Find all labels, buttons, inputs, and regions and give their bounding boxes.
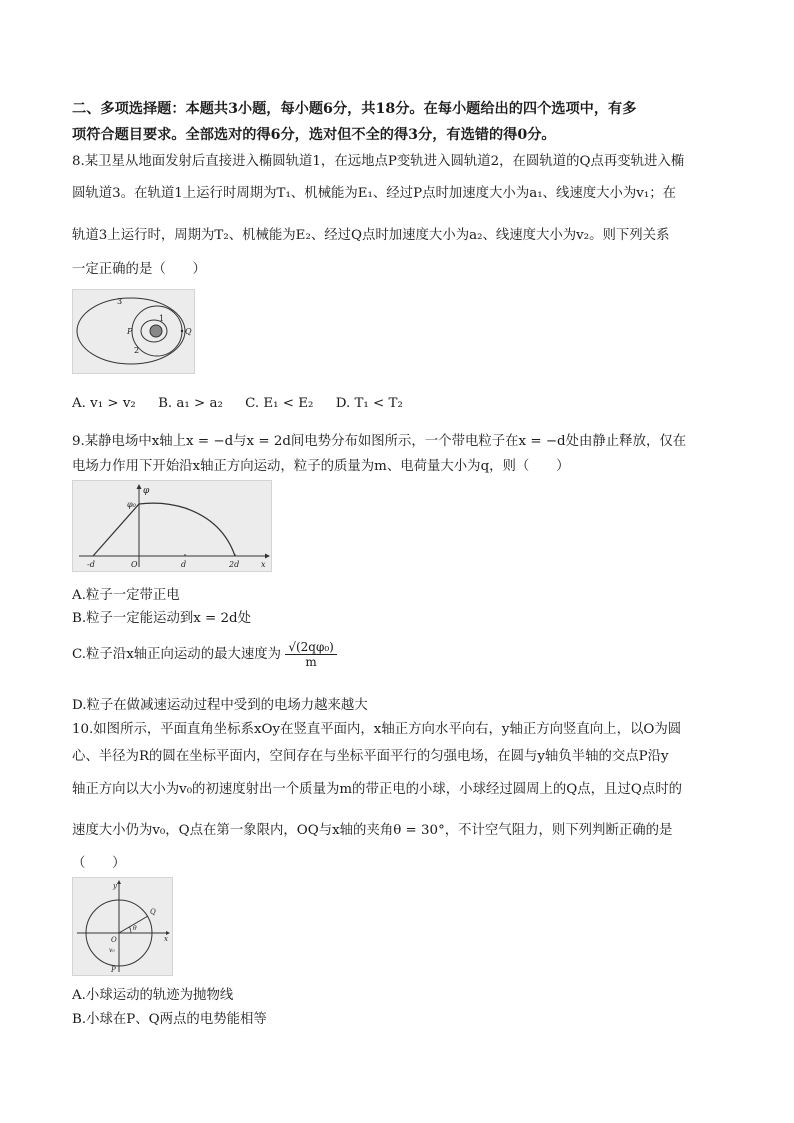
fraction-numerator: √(2qφ₀) <box>285 640 337 655</box>
q8-option-a: A. v₁ > v₂ <box>72 396 136 411</box>
earth-circle <box>150 325 162 337</box>
q9-option-b: B.粒子一定能运动到x = 2d处 <box>72 611 251 626</box>
orbit-figure <box>72 289 195 374</box>
q10-option-b: B.小球在P、Q两点的电势能相等 <box>72 1012 267 1027</box>
d-label: d <box>181 560 187 569</box>
q8-line-3: 轨道3上运行时，周期为T₂、机械能为E₂、经过Q点时加速度大小为a₂、线速度大小为v₂。则下列关系 <box>72 228 670 243</box>
q9-line-1: 9.某静电场中x轴上x = −d与x = 2d间电势分布如图所示，一个带电粒子在x = −d处由静止释放，仅在 <box>72 434 687 449</box>
point-p-label: P <box>111 966 116 974</box>
q10-line-3: 轴正方向以大小为v₀的初速度射出一个质量为m的带正电的小球，小球经过圆周上的Q点，且过Q点时的 <box>72 782 682 797</box>
coordinate-circle-figure <box>72 877 173 976</box>
point-q-label: Q <box>150 908 156 916</box>
neg-d-label: -d <box>87 560 95 569</box>
phi0-label: φ₀ <box>127 500 136 509</box>
x-axis-label: x <box>261 560 266 569</box>
orbit1-label: 1 <box>159 314 165 323</box>
q8-line-2: 圆轨道3。在轨道1上运行时周期为T₁、机械能为E₁、经过P点时加速度大小为a₁、线速度大小为v₁；在 <box>72 186 677 201</box>
q9-option-c <box>72 640 337 669</box>
phi-axis-label: φ <box>143 486 150 496</box>
q8-option-c: C. E₁ < E₂ <box>245 396 314 411</box>
section-header-line-2: 项符合题目要求。全部选对的得6分，选对但不全的得3分，有选错的得0分。 <box>72 127 556 143</box>
q10-option-a: A.小球运动的轨迹为抛物线 <box>72 988 234 1003</box>
q10-line-5: （ ） <box>72 856 126 871</box>
theta-label: θ <box>133 925 137 932</box>
orbit2-label: 2 <box>134 346 140 355</box>
q9-option-a: A.粒子一定带正电 <box>72 588 180 603</box>
two-d-label: 2d <box>229 560 240 569</box>
q9-option-d: D.粒子在做减速运动过程中受到的电场力越来越大 <box>72 698 368 713</box>
y-axis-label: y <box>113 882 117 890</box>
q10-line-1: 10.如图所示，平面直角坐标系xOy在竖直平面内，x轴正方向水平向右，y轴正方向竖直向上，以O为圆 <box>72 722 682 737</box>
q8-options <box>72 396 421 411</box>
origin-label: O <box>111 936 117 944</box>
q9-line-2: 电场力作用下开始沿x轴正方向运动，粒子的质量为m、电荷量大小为q，则（ ） <box>72 459 570 474</box>
origin-label: O <box>131 560 138 569</box>
q8-option-d: D. T₁ < T₂ <box>335 396 403 411</box>
x-axis-label: x <box>164 935 168 943</box>
q10-line-2: 心、半径为R的圆在坐标平面内，空间存在与坐标平面平行的匀强电场，在圆与y轴负半轴的交点P沿y <box>72 749 669 764</box>
q9-option-c-text: C.粒子沿x轴正向运动的最大速度为 <box>72 647 282 662</box>
fraction-denominator: m <box>305 655 317 669</box>
potential-curve <box>93 503 235 556</box>
q10-line-4: 速度大小仍为v₀，Q点在第一象限内，OQ与x轴的夹角θ = 30°，不计空气阻力，则下列判断正确的是 <box>72 823 673 838</box>
orbit3-label: 3 <box>117 297 123 306</box>
potential-graph-figure <box>72 480 272 572</box>
q8-line-4: 一定正确的是（ ） <box>72 262 206 277</box>
q8-line-1: 8.某卫星从地面发射后直接进入椭圆轨道1，在远地点P变轨进入圆轨道2，在圆轨道的Q点再变轨进入椭 <box>72 154 685 169</box>
q8-option-b: B. a₁ > a₂ <box>158 396 223 411</box>
v0-label: v₀ <box>109 947 115 954</box>
q9-option-c-fraction <box>285 640 337 669</box>
point-q-label: Q <box>185 327 192 336</box>
section-header-line-1: 二、多项选择题：本题共3小题，每小题6分，共18分。在每小题给出的四个选项中，有多 <box>72 101 637 117</box>
point-p-label: P <box>127 327 133 336</box>
